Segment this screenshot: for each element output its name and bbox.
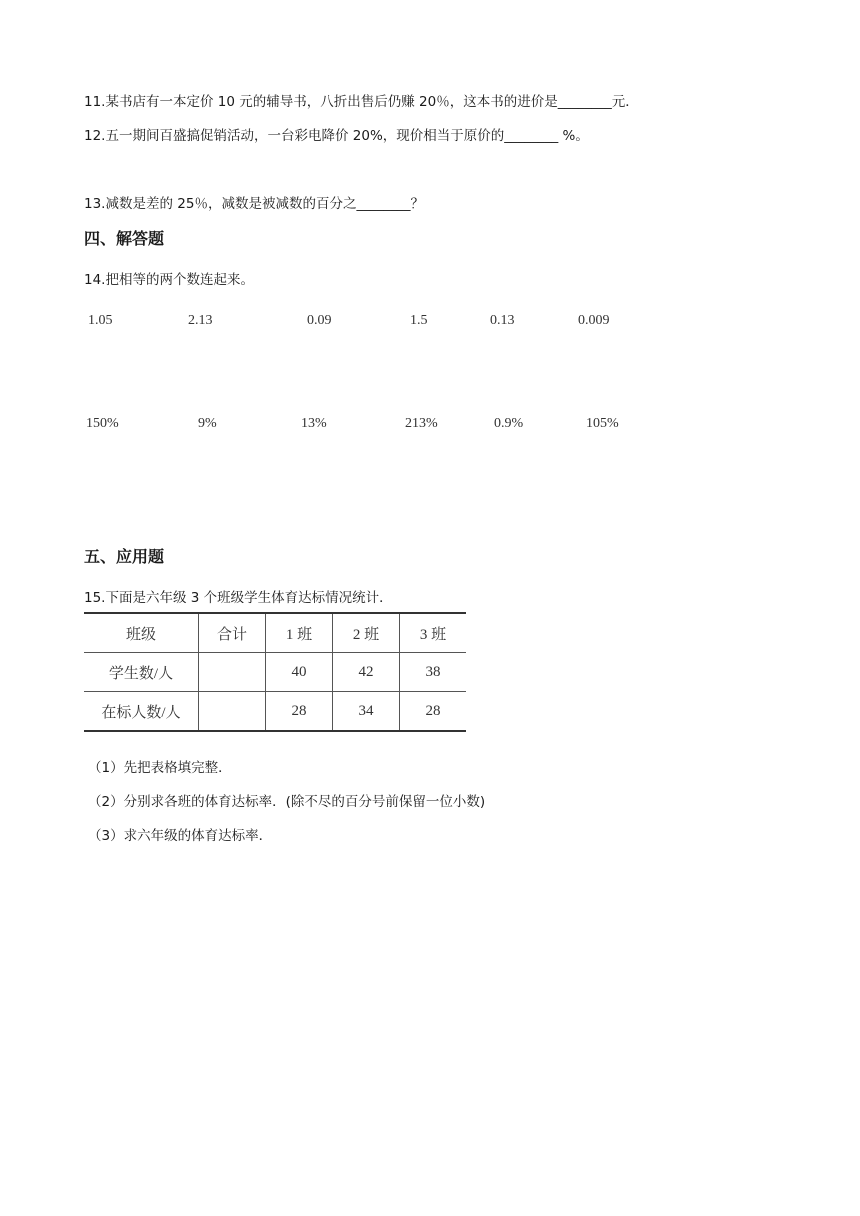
top-number: 0.13 xyxy=(490,313,515,328)
table-cell xyxy=(199,653,266,692)
bottom-number: 0.9% xyxy=(494,416,524,431)
table-cell: 在标人数/人 xyxy=(84,692,199,732)
bottom-number: 13% xyxy=(301,416,327,431)
question-15: 15.下面是六年级 3 个班级学生体育达标情况统计． xyxy=(84,590,393,606)
table-header-cell: 3 班 xyxy=(400,613,467,653)
top-number: 0.009 xyxy=(578,313,610,328)
top-number: 0.09 xyxy=(307,313,332,328)
table-header-row xyxy=(84,613,466,653)
bottom-number: 150% xyxy=(86,416,119,431)
section-4-heading: 四、解答题 xyxy=(84,229,165,248)
question-13: 13.减数是差的 25％，减数是被减数的百分之________？ xyxy=(84,196,424,212)
sub-question-3: （3）求六年级的体育达标率． xyxy=(88,828,273,844)
bottom-number: 105% xyxy=(586,416,619,431)
question-11: 11.某书店有一本定价 10 元的辅导书，八折出售后仍赚 20％，这本书的进价是________元． xyxy=(84,94,639,110)
table-header-cell: 班级 xyxy=(84,613,199,653)
table-row xyxy=(84,653,466,692)
table-header-cell: 合计 xyxy=(199,613,266,653)
table-row xyxy=(84,692,466,732)
top-number: 1.5 xyxy=(410,313,428,328)
question-12: 12.五一期间百盛搞促销活动，一台彩电降价 20%，现价相当于原价的________ %。 xyxy=(84,128,589,144)
question-14: 14.把相等的两个数连起来。 xyxy=(84,272,254,288)
section-5-heading: 五、应用题 xyxy=(84,547,165,566)
table-cell xyxy=(199,692,266,732)
sub-question-2: （2）分别求各班的体育达标率．(除不尽的百分号前保留一位小数) xyxy=(88,794,486,810)
table-cell: 学生数/人 xyxy=(84,653,199,692)
bottom-number: 213% xyxy=(405,416,438,431)
sub-question-1: （1）先把表格填完整． xyxy=(88,760,232,776)
table-cell: 28 xyxy=(400,692,467,732)
table-header-cell: 1 班 xyxy=(266,613,333,653)
table-cell: 34 xyxy=(333,692,400,732)
table-cell: 28 xyxy=(266,692,333,732)
bottom-number: 9% xyxy=(198,416,217,431)
table-cell: 42 xyxy=(333,653,400,692)
table-header-cell: 2 班 xyxy=(333,613,400,653)
top-number: 2.13 xyxy=(188,313,213,328)
table-cell: 40 xyxy=(266,653,333,692)
table-cell: 38 xyxy=(400,653,467,692)
top-number: 1.05 xyxy=(88,313,113,328)
stats-table xyxy=(84,612,466,732)
